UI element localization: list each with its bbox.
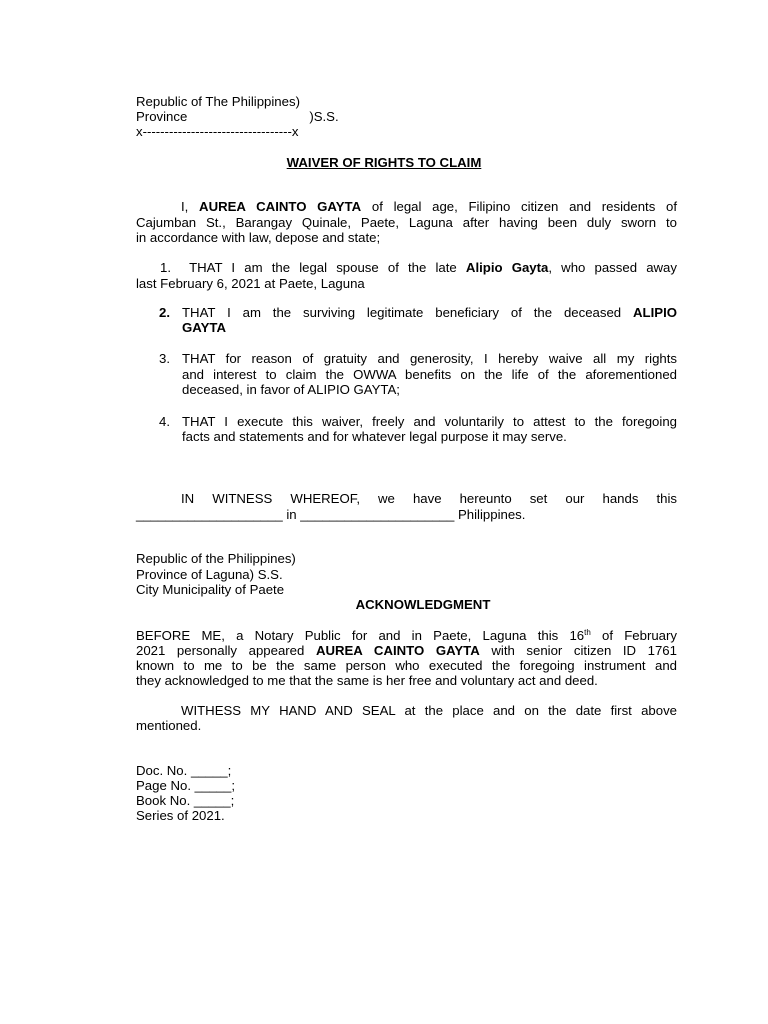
header-divider: x----------------------------------x: [136, 124, 299, 139]
seal-line-2: mentioned.: [136, 718, 202, 733]
item-1-line-2: last February 6, 2021 at Paete, Laguna: [136, 276, 365, 291]
document-title: WAIVER OF RIGHTS TO CLAIM: [286, 155, 482, 170]
series-year: Series of 2021.: [136, 808, 225, 823]
item-3-line-1: THAT for reason of gratuity and generosity, I hereby waive all my rights: [182, 351, 677, 366]
venue-republic: Republic of the Philippines): [136, 551, 296, 566]
intro-line-2: Cajumban St., Barangay Quinale, Paete, Laguna after having been duly sworn to: [136, 215, 677, 230]
place-blank: _____________________: [300, 507, 455, 522]
witness-line-2: ____________________ in _____________________ Philippines.: [136, 507, 526, 522]
intro-line-3: in accordance with law, depose and state;: [136, 230, 381, 245]
item-2-line-2: GAYTA: [182, 320, 226, 335]
seal-line-1: WITHESS MY HAND AND SEAL at the place and on the date first above: [181, 703, 677, 718]
venue-province: Province of Laguna) S.S.: [136, 567, 283, 582]
header-province-label: Province: [136, 109, 188, 124]
header-ss: )S.S.: [309, 109, 339, 124]
acknowledgment-title: ACKNOWLEDGMENT: [355, 597, 491, 612]
item-4-number: 4.: [159, 414, 170, 429]
witness-line-1: IN WITNESS WHEREOF, we have hereunto set our hands this: [181, 491, 677, 506]
item-4-line-2: facts and statements and for whatever legal purpose it may serve.: [182, 429, 567, 444]
header-republic: Republic of The Philippines): [136, 94, 300, 109]
date-blank: ____________________: [136, 507, 283, 522]
item-3-line-3: deceased, in favor of ALIPIO GAYTA;: [182, 382, 400, 397]
page-number: Page No. _____;: [136, 778, 235, 793]
item-2-number: 2.: [159, 305, 170, 320]
appearing-person-name: AUREA CAINTO GAYTA: [315, 643, 480, 658]
affiant-name: AUREA CAINTO GAYTA: [199, 199, 362, 214]
header-province: [136, 109, 339, 124]
item-4-line-1: THAT I execute this waiver, freely and voluntarily to attest to the foregoing: [182, 414, 677, 429]
intro-line-1: I, AUREA CAINTO GAYTA of legal age, Filipino citizen and residents of: [181, 199, 678, 214]
item-2-line-1: THAT I am the surviving legitimate beneficiary of the deceased ALIPIO: [182, 305, 677, 320]
venue-municipality: City Municipality of Paete: [136, 582, 285, 597]
book-number: Book No. _____;: [136, 793, 235, 808]
deceased-name: Alipio Gayta: [465, 260, 549, 275]
ack-line-1: BEFORE ME, a Notary Public for and in Paete, Laguna this 16th of February: [136, 628, 677, 643]
ack-line-2: 2021 personally appeared AUREA CAINTO GAYTA with senior citizen ID 1761: [136, 643, 677, 658]
item-3-number: 3.: [159, 351, 170, 366]
item-1-line-1: 1. THAT I am the legal spouse of the late Alipio Gayta, who passed away: [160, 260, 677, 275]
doc-number: Doc. No. _____;: [136, 763, 232, 778]
ack-line-4: they acknowledged to me that the same is her free and voluntary act and deed.: [136, 673, 598, 688]
ack-line-3: known to me to be the same person who executed the foregoing instrument and: [136, 658, 677, 673]
item-3-line-2: and interest to claim the OWWA benefits on the life of the aforementioned: [182, 367, 677, 382]
